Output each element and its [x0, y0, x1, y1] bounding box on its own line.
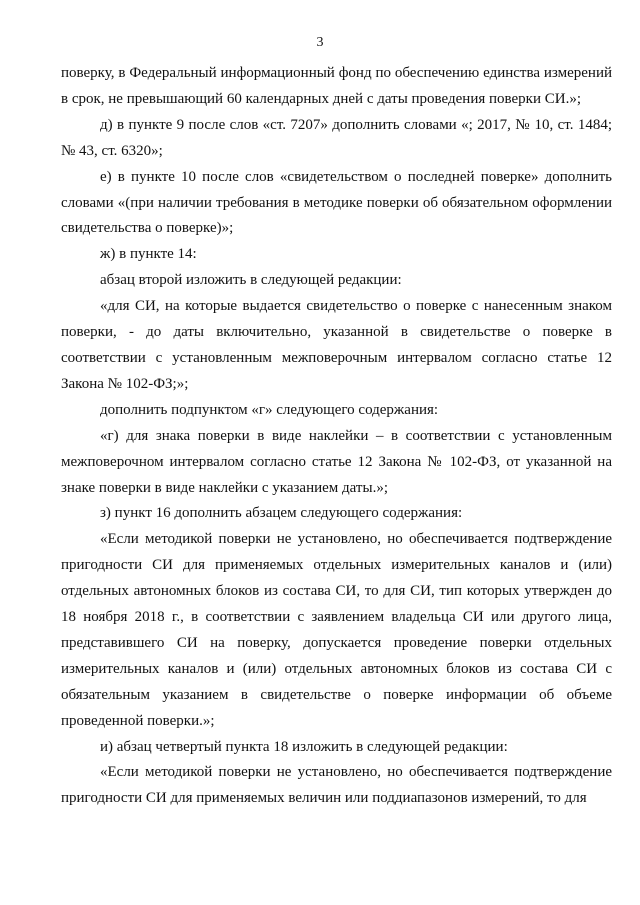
paragraph-quote-si-svidetelstvo: «для СИ, на которые выдается свидетельство о поверке с нанесенным знаком поверки, - до даты включительно, указанной в свидетельстве о поверке в соответствии с установленным межповерочным интервалом согласно статье 12 Закона № 102-ФЗ;»;	[61, 298, 612, 392]
document-body	[61, 61, 612, 812]
paragraph-item-e: е) в пункте 10 после слов «свидетельством о последней поверке» дополнить словами «(при наличии требования в методике поверки об обязательном оформлении свидетельства о поверке)»;	[61, 168, 612, 237]
paragraph-continuation: поверку, в Федеральный информационный фонд по обеспечению единства измерений в срок, не превышающий 60 календарных дней с даты проведения поверки СИ.»;	[61, 65, 612, 107]
paragraph-item-zh: ж) в пункте 14:	[100, 246, 197, 263]
paragraph-item-i: и) абзац четвертый пункта 18 изложить в следующей редакции:	[100, 738, 508, 755]
paragraph-item-d: д) в пункте 9 после слов «ст. 7207» дополнить словами «; 2017, № 10, ст. 1484; № 43, ст. 6320»;	[61, 116, 612, 159]
paragraph-item-z: з) пункт 16 дополнить абзацем следующего содержания:	[100, 505, 463, 522]
paragraph-add-subitem-g: дополнить подпунктом «г» следующего содержания:	[100, 401, 439, 418]
paragraph-quote-punkt-18: «Если методикой поверки не установлено, но обеспечивается подтверждение пригодности СИ для применяемых величин или поддиапазонов измерений, то для	[61, 764, 612, 807]
paragraph-second-abzac-instruction: абзац второй изложить в следующей редакции:	[100, 272, 402, 289]
paragraph-quote-subitem-g: «г) для знака поверки в виде наклейки – в соответствии с установленным межповерочном интервалом согласно статье 12 Закона № 102-ФЗ, от указанной на знаке поверки в виде наклейки с указанием даты.»;	[61, 427, 612, 496]
page-number: 3	[316, 35, 324, 50]
paragraph-quote-punkt-16: «Если методикой поверки не установлено, но обеспечивается подтверждение пригодности СИ для применяемых отдельных измерительных каналов и (или) отдельных автономных блоков из состава СИ, то для СИ, тип которых утвержден до 18 ноября 2018 г., в соответствии с заявлением владельца СИ или другого лица, представившего СИ на поверку, допускается проведение поверки отдельных измерительных каналов и (или) отдельных автономных блоков из состава СИ с обязательным указанием в свидетельстве о поверке информации об объеме проведенной поверки.»;	[61, 531, 612, 729]
